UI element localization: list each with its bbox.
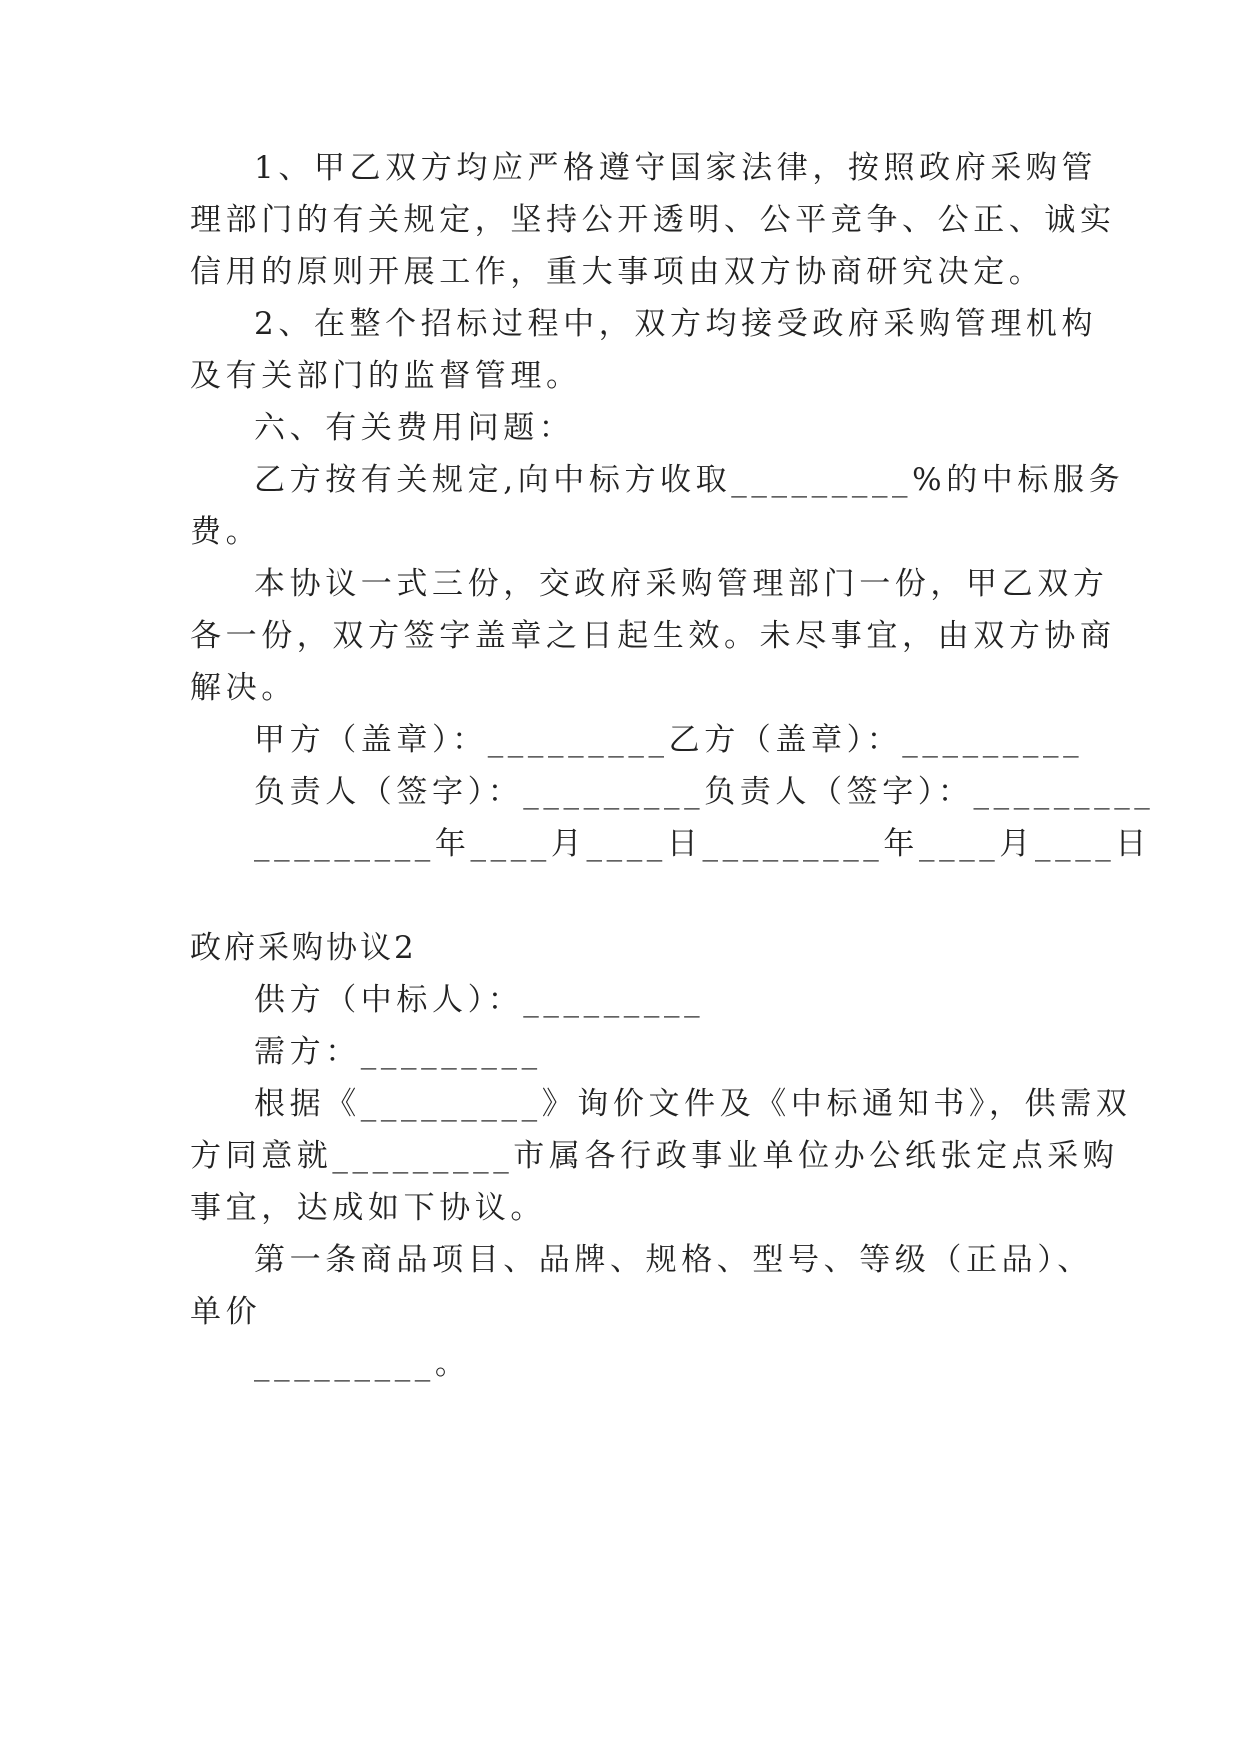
paragraph-1-line-1: 1、甲乙双方均应严格遵守国家法律，按照政府采购管: [254, 150, 1098, 186]
fees-line-2: 费。: [190, 514, 262, 550]
article-1-line-3: _________。: [254, 1346, 471, 1382]
paragraph-2-line-1: 2、在整个招标过程中，双方均接受政府采购管理机构: [254, 306, 1098, 342]
fees-line-1: 乙方按有关规定,向中标方收取_________%的中标服务: [254, 462, 1125, 498]
paragraph-1-line-3: 信用的原则开展工作，重大事项由双方协商研究决定。: [190, 254, 1045, 290]
paragraph-1-line-2: 理部门的有关规定，坚持公开透明、公平竞争、公正、诚实: [190, 202, 1116, 238]
basis-line-1: 根据《_________》询价文件及《中标通知书》，供需双: [254, 1086, 1132, 1122]
basis-line-3: 事宜，达成如下协议。: [190, 1190, 546, 1226]
basis-line-2: 方同意就_________市属各行政事业单位办公纸张定点采购: [190, 1138, 1119, 1174]
paragraph-2-line-2: 及有关部门的监督管理。: [190, 358, 582, 394]
buyer-line: 需方：_________: [254, 1034, 542, 1070]
copies-line-2: 各一份，双方签字盖章之日起生效。未尽事宜，由双方协商: [190, 618, 1116, 654]
supplier-line: 供方（中标人）：_________: [254, 982, 705, 1018]
fees-heading: 六、有关费用问题：: [254, 410, 575, 446]
signature-person-line: 负责人（签字）：_________负责人（签字）：_________: [254, 774, 1155, 810]
copies-line-1: 本协议一式三份，交政府采购管理部门一份，甲乙双方: [254, 566, 1109, 602]
agreement-2-title: 政府采购协议2: [190, 930, 417, 966]
article-1-line-2: 单价: [190, 1294, 262, 1330]
copies-line-3: 解决。: [190, 670, 297, 706]
signature-seal-line: 甲方（盖章）：_________乙方（盖章）：_________: [254, 722, 1084, 758]
signature-date-line: _________年____月____日_________年____月____日: [254, 826, 1151, 862]
article-1-line-1: 第一条商品项目、品牌、规格、型号、等级（正品）、: [254, 1242, 1093, 1278]
